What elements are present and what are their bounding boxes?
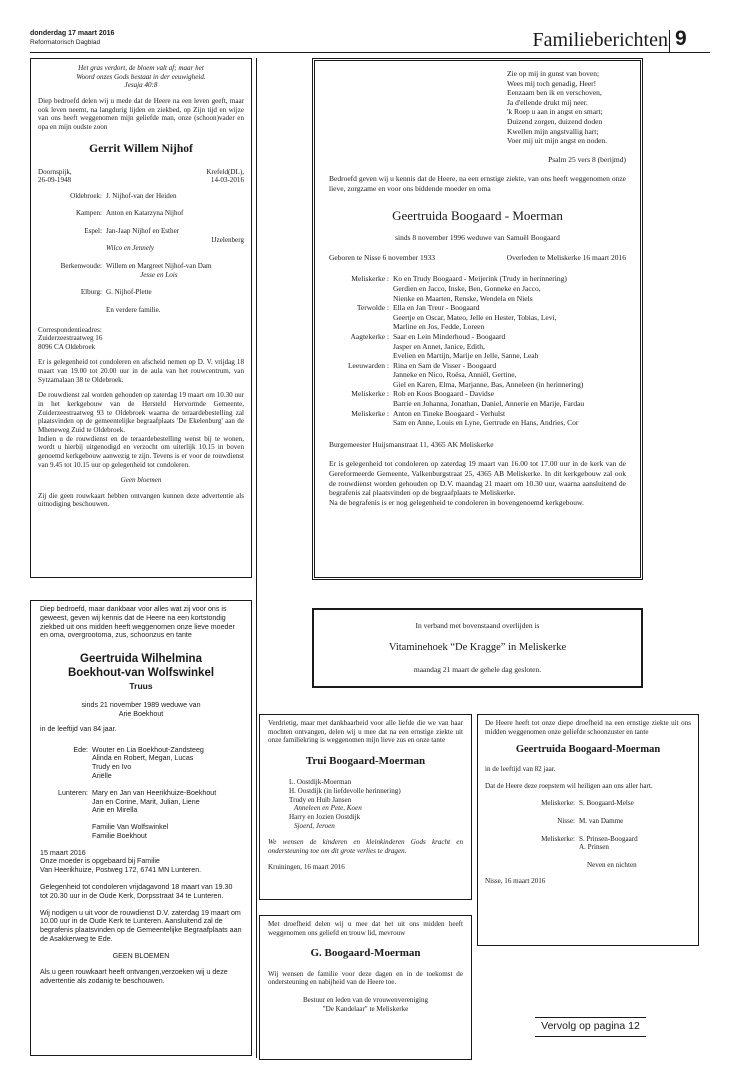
nijhof-verse-ref: Jesaja 40:8: [124, 81, 158, 90]
trui-family: L. Oostdijk-Moerman H. Oostdijk (in liefdevolle herinnering) Trudy en Huib Jansen Anneleen en Pete, Koen Harry en Jozien Oostdijk Sjoerd, Jeroen: [289, 778, 401, 830]
notice-nijhof: [30, 58, 252, 578]
nijhof-service: De rouwdienst zal worden gehouden op zaterdag 19 maart om 10.30 uur in het kerkgebouw van de Hersteld Hervormde Gemeente, Zuiderzeestraatweg 93 te Oldebroek waarna de teraardebestelling zal plaatsvinden op de gemeentelijke begraafplaats 'De Ekelenburg' aan de Mheneweg Zuid te Oldebroek.: [38, 391, 244, 434]
boogaard-family-row: Meliskerke : Ko en Trudy Boogaard - Meijerink (Trudy in herinnering): [351, 274, 567, 284]
boogaard-name: Geertruida Boogaard - Moerman: [392, 207, 563, 223]
boogaard-family-row: Leeuwarden : Rina en Sam de Visser - Boogaard: [347, 360, 497, 370]
boogaard-died: Overleden te Meliskerke 16 maart 2016: [506, 252, 626, 262]
notice-boogaard-main: [312, 58, 643, 580]
notice-vitaminehoek: [312, 608, 643, 688]
boogaard-psalm-ref: Psalm 25 vers 8 (berijmd): [548, 154, 626, 164]
boogaard-family-row: Giel en Karen, Elma, Marjanne, Bas, Anneleen (in herinnering): [393, 379, 584, 389]
boogaard-family-row: Meliskerke : Anton en Tineke Boogaard - Verhulst: [351, 408, 506, 418]
nijhof-intro: Diep bedroefd delen wij u mede dat de Heere na een leven geeft, maar ook leven neemt, na langdurig lijden en ziekbed, op Zijn tijd en wijze van ons heeft weggenomen mijn geliefde man, onze (schoon)vader en opa en mijn oudste zoon: [38, 96, 244, 131]
boogaard-family-row: Barrie en Johanna, Jonathan, Daniel, Annerie en Marije, Fardau: [393, 399, 585, 409]
trui-intro: Verdrietig, maar met dankbaarheid voor alle liefde die we van haar mochten ontvangen, delen wij u mee dat na een ernstige ziekte uit onze familiekring is weggenomen mijn lieve zus en onze tante: [268, 719, 463, 745]
nijhof-family-row: Elburg: G. Nijhof-Plette: [80, 288, 152, 297]
kandelaar-name: G. Boogaard-Moerman: [310, 947, 421, 960]
nijhof-verse-line: Het gras verdort, de bloem valt af; maar het: [78, 64, 204, 72]
nijhof-family-row: Oldebroek: J. Nijhof-van der Heiden: [70, 191, 177, 200]
nijhof-dates: [38, 168, 244, 185]
boogaard-family: [329, 274, 626, 428]
notice-wolfswinkel: [30, 600, 252, 1056]
nisse-text: Dat de Heere deze roepstem wil heiligen aan ons aller hart.: [485, 781, 653, 790]
boogaard-family-row: Jasper en Annet, Janice, Edith,: [393, 341, 485, 351]
nijhof-condolence: Er is gelegenheid tot condoleren en afscheid nemen op D. V. vrijdag 18 maart van 19.00 tot 20.00 uur in de aula van het rouwcentrum, van Sytzamalaan 38 te Oldebroek.: [38, 358, 244, 384]
boogaard-widow: sinds 8 november 1996 weduwe van Samuël Boogaard: [395, 233, 560, 243]
boogaard-family-row: Evelien en Martijn, Marije en Jelle, Sanne, Leah: [393, 351, 539, 361]
notice-trui: [259, 714, 472, 900]
vitamine-line3: maandag 21 maart de gehele dag gesloten.: [413, 664, 542, 674]
boogaard-intro: Bedroefd geven wij u kennis dat de Heere, na een ernstige ziekte, van ons heeft weggenomen onze lieve, zorgzame en voor ons biddende moeder en oma: [329, 174, 626, 193]
nijhof-family-row: Berkenwoude: Willem en Margreet Nijhof-van Dam Jesse en Lois: [60, 261, 212, 279]
boogaard-family-row: Terwolde : Ella en Jan Treur - Boogaard: [356, 303, 480, 313]
notice-nisse: [477, 714, 699, 946]
header-rule: [30, 52, 710, 53]
nijhof-family-row: Kampen: Anton en Katarzyna Nijhof: [75, 209, 184, 218]
nisse-family-row: Meliskerke: S. Boogaard-Melse: [541, 799, 634, 808]
boogaard-family-row: Geertje en Oscar, Mateo, Jelle en Hester, Tobias, Levi,: [393, 312, 557, 322]
wolfswinkel-name: Geertruida Wilhelmina Boekhout-van Wolfswinkel: [67, 653, 215, 679]
boogaard-family-row: Meliskerke : Rob en Koos Boogaard - Davidse: [351, 389, 495, 399]
trui-place-date: Kruiningen, 16 maart 2016: [268, 863, 345, 872]
kandelaar-wish: Wij wensen de familie voor deze dagen en in de toekomst de ondersteuning en nabijheid van de Heere toe.: [268, 969, 463, 987]
wolfswinkel-closing: Als u geen rouwkaart heeft ontvangen,verzoeken wij u deze advertentie als zodanig te beschouwen.: [40, 968, 228, 986]
nisse-family-row: Meliskerke: S. Prinsen-Boogaard: [541, 834, 638, 843]
notice-kandelaar: [259, 915, 472, 1060]
nisse-intro: De Heere heeft tot onze diepe droefheid na een ernstige ziekte uit ons midden weggenomen onze geliefde schoonzuster en tante: [485, 719, 691, 736]
boogaard-dates: [329, 253, 626, 263]
wolfswinkel-service: Wij nodigen u uit voor de rouwdienst D.V. zaterdag 19 maart om 10.00 uur in de Oude Kerk te Lunteren. Aansluitend zal de begrafenis plaatsvinden op de Gemeentelijke Begraafplaats aan de Asakkerweg te Ede.: [40, 908, 242, 943]
vitamine-line1: In verband met bovenstaand overlijden is: [415, 621, 540, 630]
nisse-family-row: A. Prinsen: [579, 843, 609, 852]
nisse-name: Geertruida Boogaard-Moerman: [515, 744, 661, 756]
wolfswinkel-widow: sinds 21 november 1989 weduwe van Arie Boekhout: [81, 701, 201, 719]
column-divider: [256, 58, 257, 1058]
wolfswinkel-family-lunteren: Lunteren: Mary en Jan van Heerikhuize-Boekhout Jan en Corine, Marit, Julian, Liene Arie en Mirella Familie Van Wolfswinkel Familie Boekhout: [58, 788, 217, 840]
nisse-family: [485, 799, 691, 869]
header-divider: [669, 30, 670, 52]
nijhof-no-flowers: Geen bloemen: [120, 476, 162, 485]
nijhof-verse-line: Woord onzes Gods bestaat in der eeuwigheid.: [76, 72, 206, 81]
nijhof-birth: Doornspijk, 26-09-1948: [38, 167, 72, 185]
wolfswinkel-age: in de leeftijd van 84 jaar.: [40, 724, 117, 733]
nijhof-family-row: En verdere familie.: [106, 305, 161, 314]
boogaard-address: Burgemeester Huijsmanstraat 11, 4365 AK Meliskerke: [329, 439, 494, 449]
nijhof-family-row: Espel: Jan-Jaap Nijhof en Esther IJzelenberg Wilco en Jennely: [84, 227, 244, 253]
wolfswinkel-no-flowers: GEEN BLOEMEN: [112, 951, 170, 960]
trui-wish: We wensen de kinderen en kleinkinderen Gods kracht en ondersteuning toe om dit grote verlies te dragen.: [268, 838, 463, 855]
nijhof-name: Gerrit Willem Nijhof: [89, 143, 193, 156]
boogaard-family-row: Gerdien en Jacco, Inske, Ben, Gonneke en Jacco,: [393, 283, 541, 293]
nisse-place-date: Nisse, 16 maart 2016: [485, 876, 546, 885]
nijhof-invitation: Indien u de rouwdienst en de teraardebestelling wenst bij te wonen, wordt u hierbij uitgenodigd en verzocht om uiterlijk 10.15 in boven genoemd kerkgebouw aanwezig te zijn. Tevens is er voor de rouwdienst van 9.45 tot 10.15 uur op gelegenheid tot condoleren.: [38, 434, 244, 469]
nijhof-correspondence: Correspondentieadres: Zuiderzeestraatweg 16 8096 CA Oldebroek: [38, 325, 103, 351]
boogaard-poem: Zie op mij in gunst van boven; Wees mij toch genadig, Heer! Eenzaam ben ik en verschoven, Ja d'ellende drukt mij neer. 'k Roep u aan in angst en smart; Duizend zorgen, duizend doden Kwellen mijn angstvallig hart; Voer mij uit mijn angst en noden.: [507, 69, 608, 146]
boogaard-family-row: Janneke en Nico, Roësa, Anniël, Gertine,: [393, 370, 517, 380]
nijhof-family: [38, 192, 244, 315]
nijhof-death: Krefeld(DL), 14-03-2016: [206, 167, 244, 185]
section-title: Familieberichten: [532, 29, 668, 51]
wolfswinkel-opgebaard: 15 maart 2016 Onze moeder is opgebaard bij Familie Van Heerikhuize, Postweg 172, 6741 MN Lunteren.: [40, 848, 202, 875]
continued-on-page-link[interactable]: Vervolg op pagina 12: [535, 1017, 646, 1037]
kandelaar-signature: Bestuur en leden van de vrouwenvereniging "De Kandelaar" te Meliskerke: [302, 995, 429, 1013]
boogaard-service: Er is gelegenheid tot condoleren op zaterdag 19 maart van 16.00 tot 17.00 uur in de kerk van de Gereformeerde Gemeente, Valkenburgstraat 25, 4365 AB Meliskerke. In dit kerkgebouw zal ook de rouwdienst worden gehouden op D.V. maandag 21 maart om 10.30 uur, waarna aansluitend de begrafenis zal plaatsvinden op de begraafplaats te Meliskerke.: [329, 459, 626, 498]
header-date: donderdag 17 maart 2016: [30, 30, 115, 37]
boogaard-born: Geboren te Nisse 6 november 1933: [329, 252, 436, 262]
boogaard-family-row: Aagtekerke : Saar en Lein Minderhoud - Boogaard: [350, 331, 506, 341]
header-paper-name: Reformatorisch Dagblad: [30, 39, 101, 46]
boogaard-family-row: Marline en Jos, Fedde, Loreen: [393, 322, 485, 332]
nisse-family-row: Nisse: M. van Damme: [557, 817, 624, 825]
wolfswinkel-intro: Diep bedroefd, maar dankbaar voor alles wat zij voor ons is geweest, geven wij kennis dat de Heere na een kortstondig ziekbed uit ons midden heeft weggenomen onze lieve moeder en oma, overgrootoma, zus, schoonzus en tante: [40, 605, 235, 640]
trui-name: Trui Boogaard-Moerman: [305, 754, 426, 767]
wolfswinkel-condolence: Gelegenheid tot condoleren vrijdagavond 18 maart van 19.30 tot 20.30 uur in de Oude Kerk, Dorpsstraat 34 te Lunteren.: [40, 882, 233, 900]
page-number: 9: [675, 27, 687, 50]
vitamine-shop: Vitaminehoek “De Kragge” in Meliskerke: [388, 642, 567, 654]
wolfswinkel-family-ede: Ede: Wouter en Lia Boekhout-Zandsteeg Alinda en Robert, Megan, Lucas Trudy en Ivo Ariëlle: [73, 745, 204, 780]
boogaard-family-row: Sam en Anne, Louis en Lyne, Gertrude en Hans, Andries, Cor: [393, 418, 579, 428]
boogaard-after-funeral: Na de begrafenis is er nog gelegenheid te condoleren in bovengenoemd kerkgebouw.: [329, 497, 584, 507]
wolfswinkel-nickname: Truus: [129, 680, 153, 691]
boogaard-family-row: Nienke en Maarten, Renske, Wendela en Niels: [393, 293, 533, 303]
nisse-age: in de leeftijd van 82 jaar.: [485, 765, 556, 774]
kandelaar-intro: Met droefheid delen wij u mee dat het uit ons midden heeft weggenomen ons geliefd en trouw lid, mevrouw: [268, 920, 463, 937]
nijhof-closing: Zij die geen rouwkaart hebben ontvangen kunnen deze advertentie als uitnodiging beschouwen.: [38, 491, 244, 509]
nisse-family-row: Neven en nichten: [587, 860, 637, 869]
